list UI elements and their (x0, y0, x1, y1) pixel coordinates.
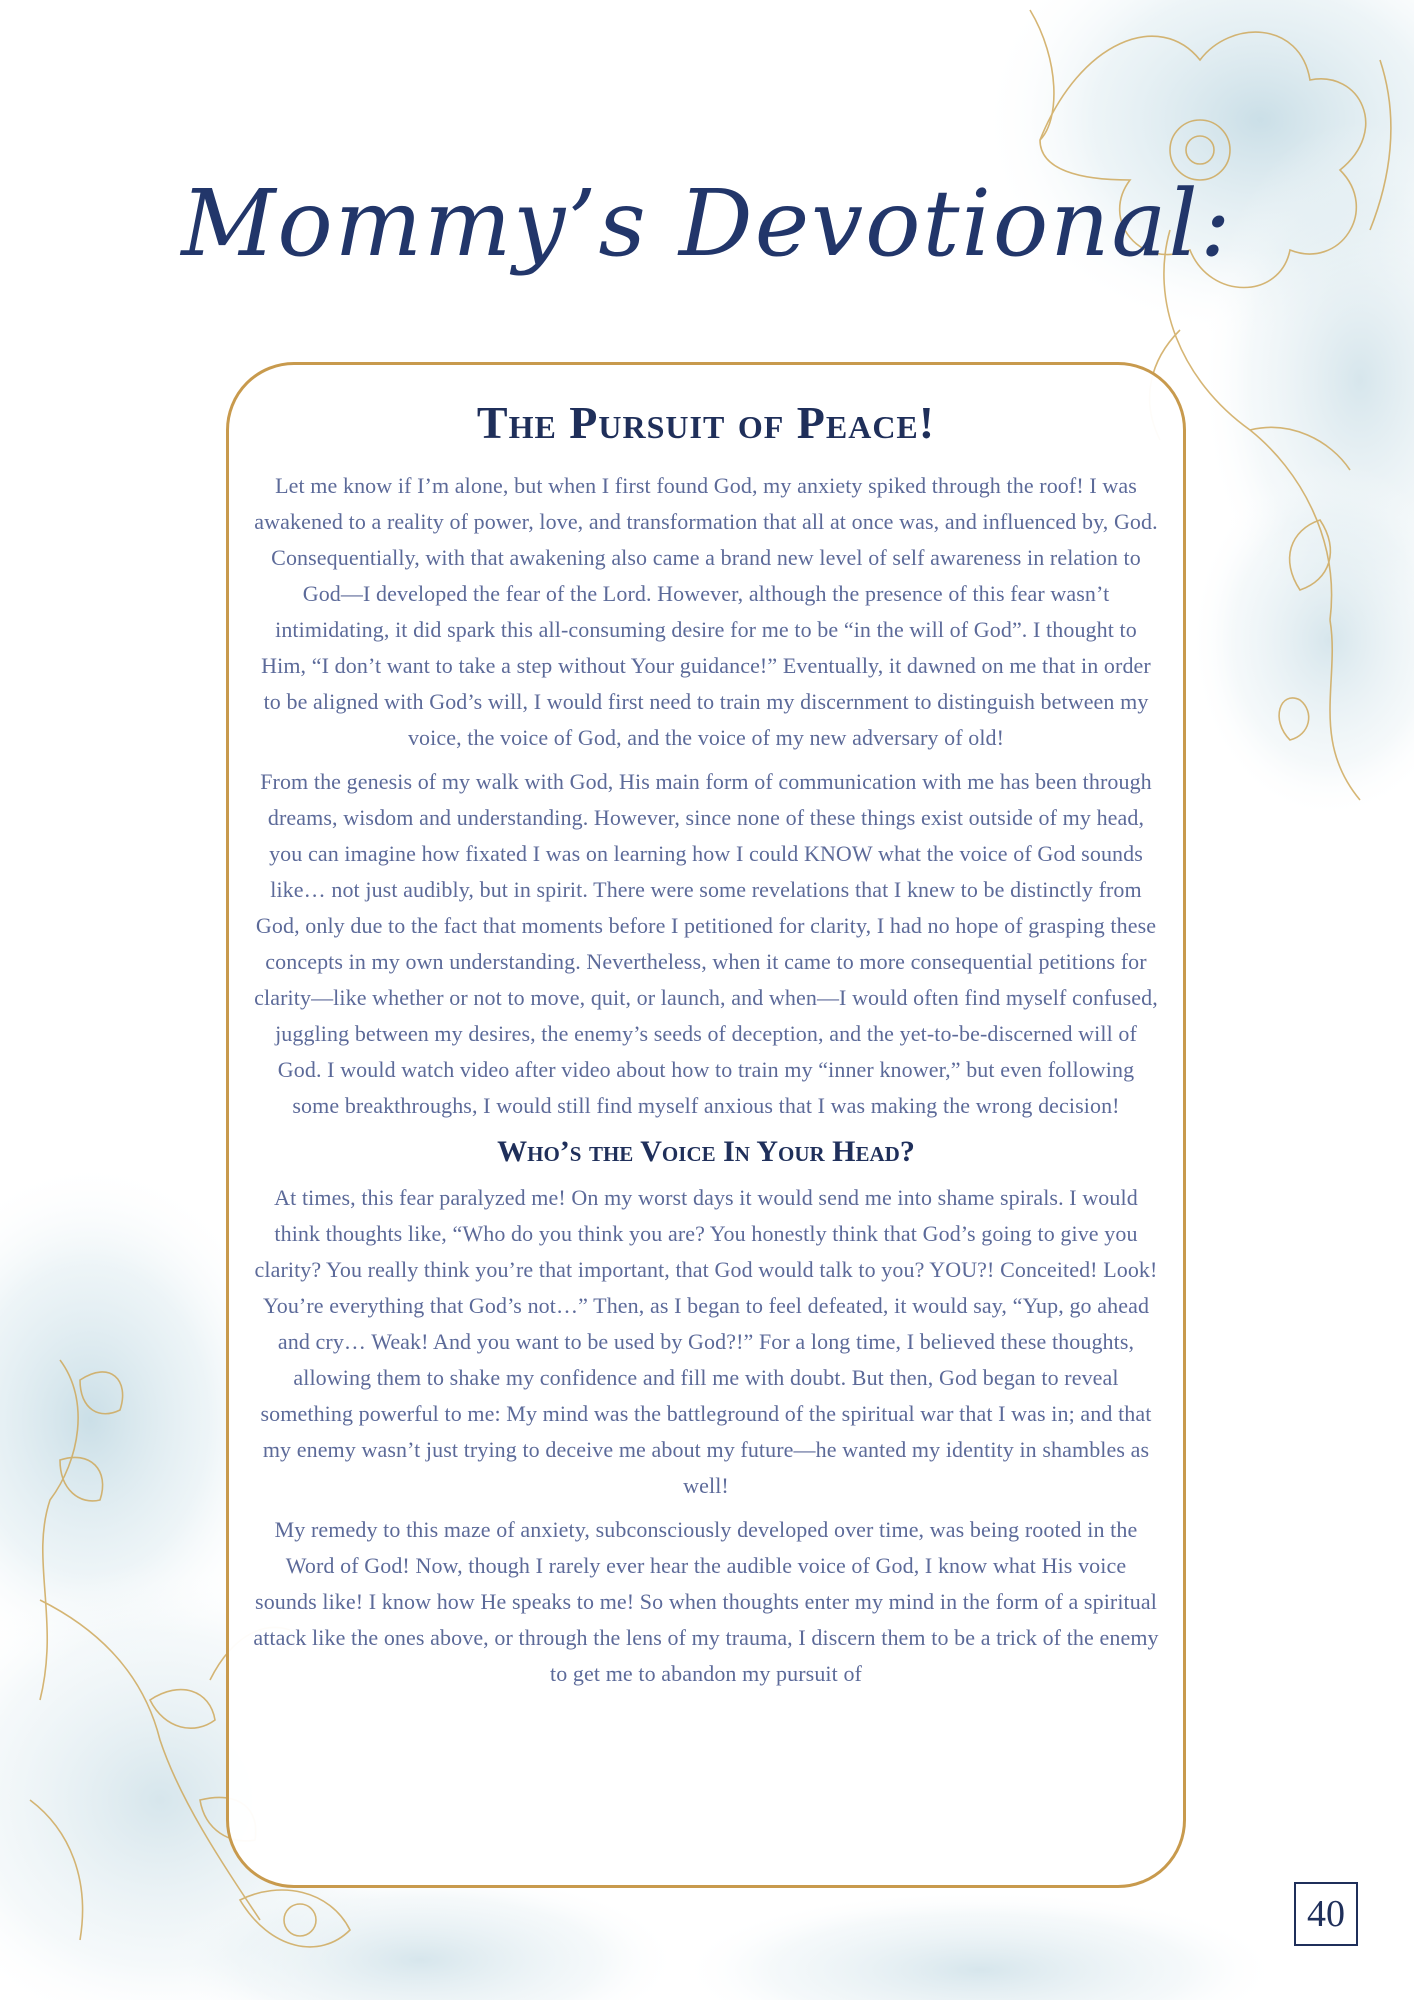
intro-paragraph-2: From the genesis of my walk with God, His main form of communication with me has been through dreams, wisdom and understanding. However, since none of these things exist outside of my head, you can imagine how fixated I was on learning how I could KNOW what the voice of God sounds like… not just audibly, but in spirit. There were some revelations that I knew to be distinctly from God, only due to the fact that moments before I petitioned for clarity, I had no hope of grasping these concepts in my own understanding. Nevertheless, when it came to more consequential petitions for clarity—like whether or not to move, quit, or launch, and when—I would often find myself confused, juggling between my desires, the enemy’s seeds of deception, and the yet-to-be-discerned will of God. I would watch video after video about how to train my “inner knower,” but even following some breakthroughs, I would still find myself anxious that I was making the wrong decision! (254, 769, 1158, 1119)
body-paragraph-1: At times, this fear paralyzed me! On my worst days it would send me into shame spirals. I would think thoughts like, “Who do you think you are? You honestly think that God’s going to give you clarity? You really think you’re that important, that God would talk to you? YOU?! Conceited! Look! You’re everything that God’s not…” Then, as I began to feel defeated, it would say, “Yup, go ahead and cry… Weak! And you want to be used by God?!” For a long time, I believed these thoughts, allowing them to shake my confidence and fill me with doubt. But then, God began to reveal something powerful to me: My mind was the battleground of the spiritual war that I was in; and that my enemy wasn’t just trying to deceive me about my future—he wanted my identity in shambles as well! (254, 1185, 1158, 1499)
card-heading: The Pursuit of Peace! (476, 397, 936, 448)
devotional-card (226, 362, 1186, 1888)
section-subheading: Who’s the Voice In Your Head? (497, 1135, 915, 1169)
page-title: Mommy’s Devotional: (181, 170, 1233, 277)
body-paragraph-2: My remedy to this maze of anxiety, subconsciously developed over time, was being rooted in the Word of God! Now, though I rarely ever hear the audible voice of God, I know what His voice sounds like! I know how He speaks to me! So when thoughts enter my mind in the form of a spiritual attack like the ones above, or through the lens of my trauma, I discern them to be a trick of the enemy to get me to abandon my pursuit of (253, 1517, 1159, 1687)
intro-paragraph-1: Let me know if I’m alone, but when I first found God, my anxiety spiked through the roof! I was awakened to a reality of power, love, and transformation that all at once was, and influenced by, God. Consequentially, with that awakening also came a brand new level of self awareness in relation to God—I developed the fear of the Lord. However, although the presence of this fear wasn’t intimidating, it did spark this all-consuming desire for me to be “in the will of God”. I thought to Him, “I don’t want to take a step without Your guidance!” Eventually, it dawned on me that in order to be aligned with God’s will, I would first need to train my discernment to distinguish between my voice, the voice of God, and the voice of my new adversary of old! (254, 473, 1158, 751)
page-number-box: 40 (1294, 1882, 1358, 1946)
watercolor-wash (680, 1890, 1280, 2000)
